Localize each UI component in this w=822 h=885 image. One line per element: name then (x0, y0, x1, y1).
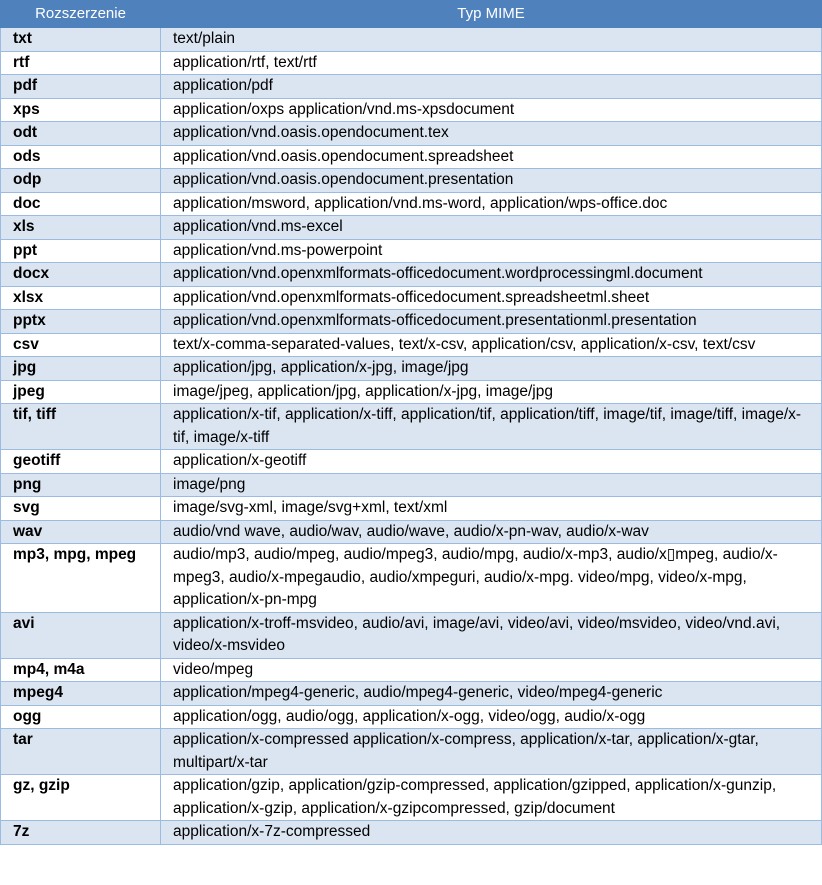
mime-type-cell: image/jpeg, application/jpg, application/x-jpg, image/jpg (161, 380, 822, 404)
mime-type-cell: application/vnd.openxmlformats-officedocument.spreadsheetml.sheet (161, 286, 822, 310)
mime-type-cell: application/x-tif, application/x-tiff, application/tif, application/tiff, image/tif, image/tiff, image/x-tif, image/x-tiff (161, 404, 822, 450)
mime-type-cell: application/msword, application/vnd.ms-word, application/wps-office.doc (161, 192, 822, 216)
mime-type-cell: application/gzip, application/gzip-compressed, application/gzipped, application/x-gunzip, application/x-gzip, application/x-gzipcompressed, gzip/document (161, 775, 822, 821)
table-row (1, 729, 822, 775)
extension-cell: rtf (1, 51, 161, 75)
mime-type-cell: video/mpeg (161, 658, 822, 682)
table-row (1, 658, 822, 682)
extension-cell: xlsx (1, 286, 161, 310)
table-row (1, 473, 822, 497)
extension-cell: odt (1, 122, 161, 146)
table-row (1, 75, 822, 99)
mime-type-cell: application/vnd.oasis.opendocument.tex (161, 122, 822, 146)
extension-cell: pdf (1, 75, 161, 99)
table-row (1, 821, 822, 845)
extension-cell: jpeg (1, 380, 161, 404)
mime-type-cell: application/oxps application/vnd.ms-xpsdocument (161, 98, 822, 122)
extension-cell: 7z (1, 821, 161, 845)
extension-cell: tar (1, 729, 161, 775)
extension-cell: xls (1, 216, 161, 240)
extension-cell: tif, tiff (1, 404, 161, 450)
mime-type-cell: application/vnd.openxmlformats-officedocument.presentationml.presentation (161, 310, 822, 334)
mime-type-cell: application/x-troff-msvideo, audio/avi, image/avi, video/avi, video/msvideo, video/vnd.avi, video/x-msvideo (161, 612, 822, 658)
mime-type-cell: application/x-7z-compressed (161, 821, 822, 845)
mime-type-cell: audio/vnd wave, audio/wav, audio/wave, audio/x-pn-wav, audio/x-wav (161, 520, 822, 544)
header-extension: Rozszerzenie (1, 1, 161, 28)
table-row (1, 263, 822, 287)
mime-type-cell: application/x-geotiff (161, 450, 822, 474)
extension-cell: docx (1, 263, 161, 287)
extension-cell: svg (1, 497, 161, 521)
extension-cell: mp3, mpg, mpeg (1, 544, 161, 613)
table-row (1, 497, 822, 521)
extension-cell: ppt (1, 239, 161, 263)
table-row (1, 544, 822, 613)
table-row (1, 216, 822, 240)
table-row (1, 28, 822, 52)
table-row (1, 51, 822, 75)
table-row (1, 357, 822, 381)
table-row (1, 682, 822, 706)
extension-cell: pptx (1, 310, 161, 334)
table-row (1, 612, 822, 658)
extension-cell: xps (1, 98, 161, 122)
extension-cell: geotiff (1, 450, 161, 474)
table-row (1, 333, 822, 357)
extension-cell: avi (1, 612, 161, 658)
mime-type-cell: application/jpg, application/x-jpg, image/jpg (161, 357, 822, 381)
extension-cell: ogg (1, 705, 161, 729)
extension-cell: jpg (1, 357, 161, 381)
extension-cell: png (1, 473, 161, 497)
table-row (1, 404, 822, 450)
table-row (1, 286, 822, 310)
table-row (1, 169, 822, 193)
table-row (1, 239, 822, 263)
extension-cell: ods (1, 145, 161, 169)
mime-type-cell: application/vnd.ms-excel (161, 216, 822, 240)
extension-cell: gz, gzip (1, 775, 161, 821)
table-body (1, 28, 822, 845)
extension-cell: txt (1, 28, 161, 52)
extension-cell: doc (1, 192, 161, 216)
mime-type-cell: text/x-comma-separated-values, text/x-csv, application/csv, application/x-csv, text/csv (161, 333, 822, 357)
table-row (1, 520, 822, 544)
header-mime-type: Typ MIME (161, 1, 822, 28)
mime-type-cell: application/vnd.oasis.opendocument.presentation (161, 169, 822, 193)
extension-cell: csv (1, 333, 161, 357)
table-row (1, 122, 822, 146)
extension-cell: wav (1, 520, 161, 544)
table-row (1, 775, 822, 821)
table-row (1, 450, 822, 474)
mime-type-cell: application/ogg, audio/ogg, application/x-ogg, video/ogg, audio/x-ogg (161, 705, 822, 729)
mime-type-cell: application/mpeg4-generic, audio/mpeg4-generic, video/mpeg4-generic (161, 682, 822, 706)
table-row (1, 145, 822, 169)
extension-cell: mpeg4 (1, 682, 161, 706)
mime-type-cell: application/vnd.oasis.opendocument.spreadsheet (161, 145, 822, 169)
mime-type-cell: application/x-compressed application/x-compress, application/x-tar, application/x-gtar, multipart/x-tar (161, 729, 822, 775)
table-row (1, 98, 822, 122)
mime-type-cell: application/vnd.openxmlformats-officedocument.wordprocessingml.document (161, 263, 822, 287)
mime-type-cell: image/svg-xml, image/svg+xml, text/xml (161, 497, 822, 521)
header-row (1, 1, 822, 28)
table-row (1, 310, 822, 334)
mime-type-cell: audio/mp3, audio/mpeg, audio/mpeg3, audio/mpg, audio/x-mp3, audio/x▯mpeg, audio/x-mpeg3, audio/x-mpegaudio, audio/xmpeguri, audio/x-mpg. video/mpg, video/x-mpg, application/x-pn-mpg (161, 544, 822, 613)
table-row (1, 380, 822, 404)
extension-cell: odp (1, 169, 161, 193)
table-row (1, 705, 822, 729)
mime-type-cell: application/rtf, text/rtf (161, 51, 822, 75)
extension-cell: mp4, m4a (1, 658, 161, 682)
mime-type-cell: image/png (161, 473, 822, 497)
table-row (1, 192, 822, 216)
mime-type-cell: text/plain (161, 28, 822, 52)
mime-type-cell: application/pdf (161, 75, 822, 99)
mime-type-cell: application/vnd.ms-powerpoint (161, 239, 822, 263)
